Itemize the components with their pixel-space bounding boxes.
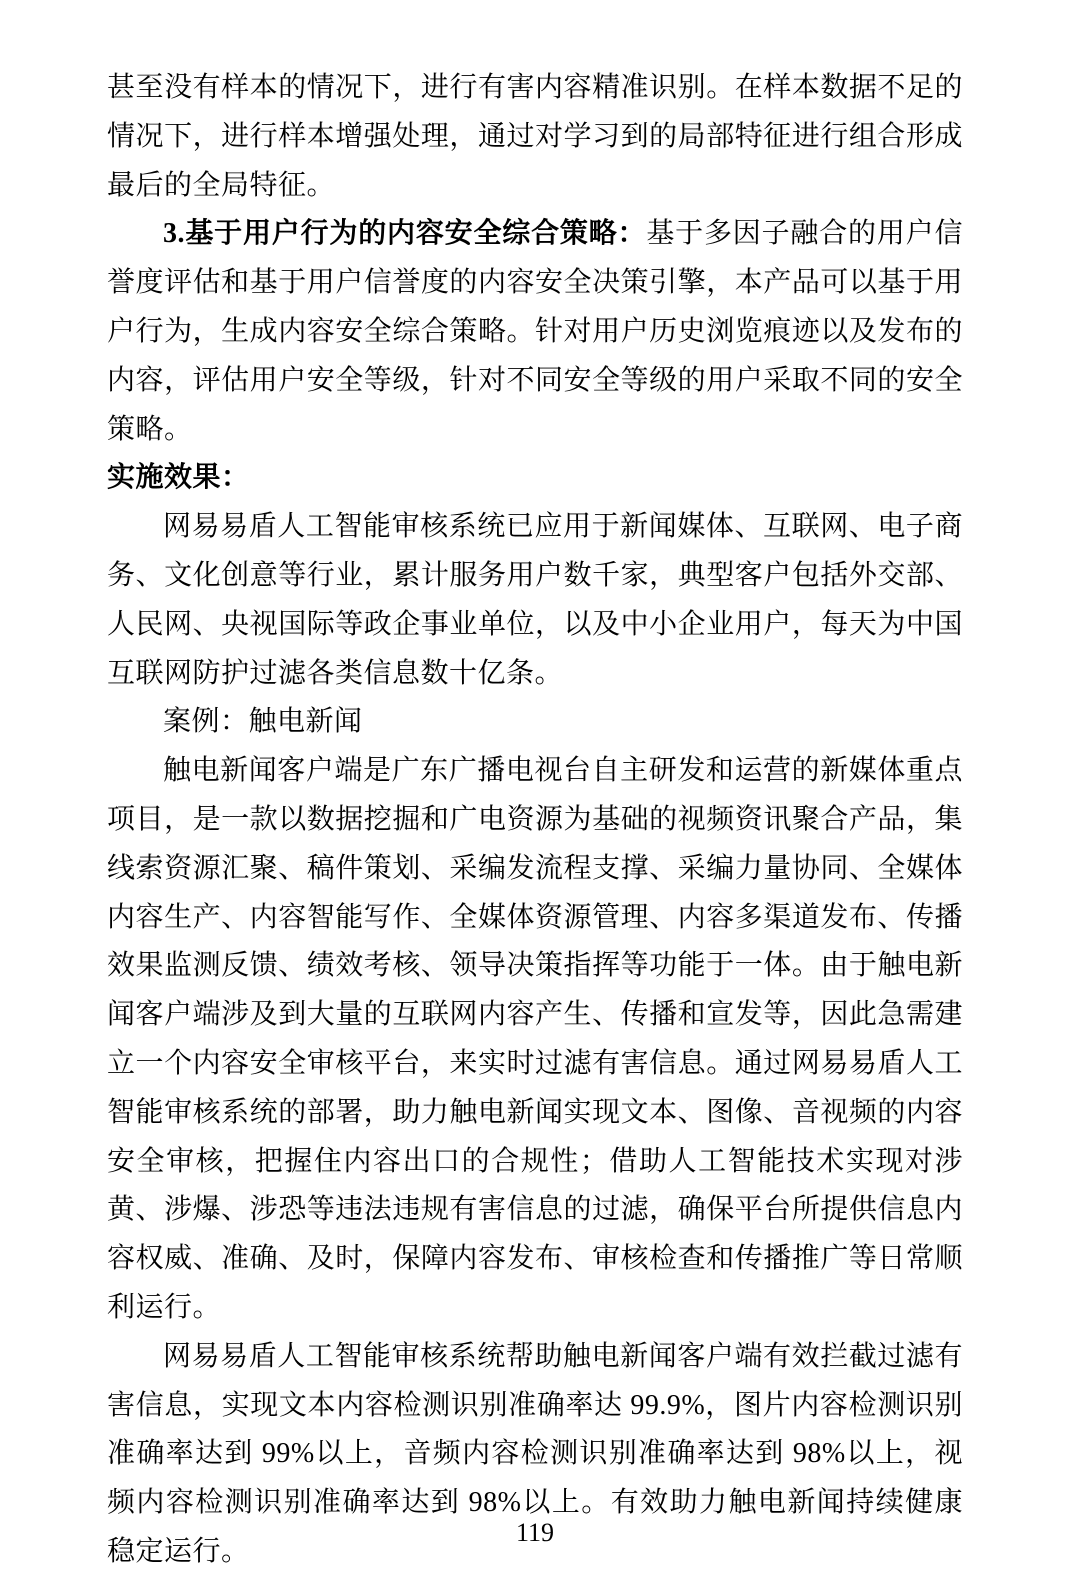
text-segment: 案例：触电新闻 <box>163 706 363 738</box>
text-segment: 网易易盾人工智能审核系统帮助触电新闻客户端有效拦截过滤有害信息，实现文本内容检测识别准确率达 99.9%，图片内容检测识别准确率达到 99%以上，音频内容检测识别准确率达到 98%以上，视频内容检测识别准确率达到 98%以上。有效助力触电新闻持续健康稳定运行。 <box>107 1340 963 1567</box>
document-body <box>107 64 963 1570</box>
text-segment: 甚至没有样本的情况下，进行有害内容精准识别。在样本数据不足的情况下，进行样本增强处理，通过对学习到的局部特征进行组合形成最后的全局特征。 <box>107 72 963 201</box>
paragraph <box>107 698 963 747</box>
bold-text-segment: 实施效果： <box>107 462 250 494</box>
bold-text-segment: 3.基于用户行为的内容安全综合策略： <box>163 218 647 250</box>
paragraph <box>107 503 963 698</box>
paragraph <box>107 64 963 210</box>
paragraph <box>107 210 963 454</box>
paragraph <box>107 747 963 1333</box>
text-segment: 网易易盾人工智能审核系统已应用于新闻媒体、互联网、电子商务、文化创意等行业，累计服务用户数千家，典型客户包括外交部、人民网、央视国际等政企事业单位，以及中小企业用户，每天为中国互联网防护过滤各类信息数十亿条。 <box>107 511 963 689</box>
paragraph <box>107 454 963 503</box>
text-segment: 触电新闻客户端是广东广播电视台自主研发和运营的新媒体重点项目，是一款以数据挖掘和广电资源为基础的视频资讯聚合产品，集线索资源汇聚、稿件策划、采编发流程支撑、采编力量协同、全媒体内容生产、内容智能写作、全媒体资源管理、内容多渠道发布、传播效果监测反馈、绩效考核、领导决策指挥等功能于一体。由于触电新闻客户端涉及到大量的互联网内容产生、传播和宣发等，因此急需建立一个内容安全审核平台，来实时过滤有害信息。通过网易易盾人工智能审核系统的部署，助力触电新闻实现文本、图像、音视频的内容安全审核，把握住内容出口的合规性；借助人工智能技术实现对涉黄、涉爆、涉恐等违法违规有害信息的过滤，确保平台所提供信息内容权威、准确、及时，保障内容发布、审核检查和传播推广等日常顺利运行。 <box>107 755 963 1323</box>
text-segment: 基于多因子融合的用户信誉度评估和基于用户信誉度的内容安全决策引擎，本产品可以基于用户行为，生成内容安全综合策略。针对用户历史浏览痕迹以及发布的内容，评估用户安全等级，针对不同安全等级的用户采取不同的安全策略。 <box>107 218 963 445</box>
page-number: 119 <box>515 1518 555 1547</box>
